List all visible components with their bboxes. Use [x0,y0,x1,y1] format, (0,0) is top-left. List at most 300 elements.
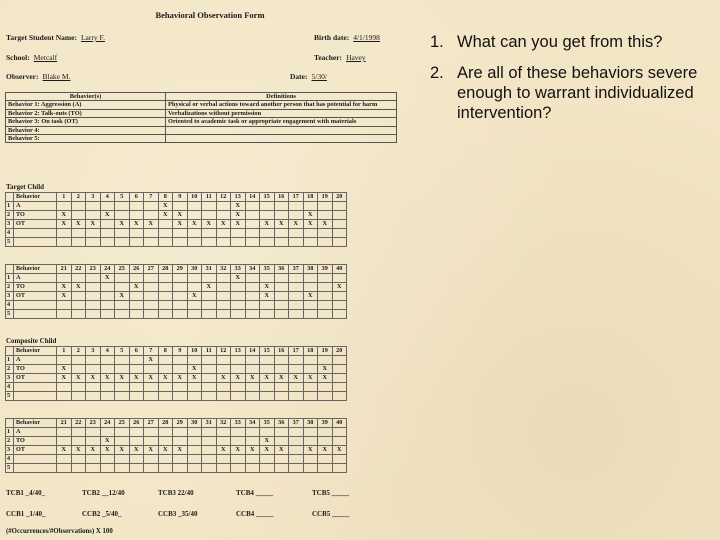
grid-cell [173,238,188,247]
grid-cell: X [173,374,188,383]
grid-cell [71,202,86,211]
grid-cell [274,310,289,319]
grid-cell [274,301,289,310]
grid-cell [231,428,246,437]
grid-interval-header: 28 [158,419,173,428]
grid-cell [245,455,260,464]
grid-row-number: 1 [6,356,14,365]
grid-cell: X [144,220,159,229]
grid-cell [318,383,333,392]
grid-cell [57,428,72,437]
grid-cell [289,301,304,310]
grid-cell [216,211,231,220]
grid-cell [158,292,173,301]
grid-cell [332,202,347,211]
grid-cell [318,437,333,446]
grid-cell [303,283,318,292]
grid-cell [245,202,260,211]
grid-cell: X [100,274,115,283]
grid-cell [245,428,260,437]
grid-cell [202,229,217,238]
grid-cell [144,464,159,473]
grid-interval-header: 14 [245,347,260,356]
grid-cell [129,365,144,374]
grid-cell [187,455,202,464]
grid-cell [274,464,289,473]
grid-cell [100,229,115,238]
grid-cell [71,238,86,247]
grid-cell [71,211,86,220]
grid-cell [57,455,72,464]
grid-cell: X [158,211,173,220]
grid-cell [129,356,144,365]
grid-cell [332,428,347,437]
grid-header-row [6,347,347,356]
grid-cell [216,356,231,365]
grid-row-code: OT [14,446,57,455]
grid-cell [115,301,130,310]
grid-cell [231,283,246,292]
grid-cell [71,455,86,464]
grid-row-number: 2 [6,437,14,446]
grid-row-code [14,310,57,319]
grid-interval-header: 26 [129,265,144,274]
grid-cell: X [144,356,159,365]
grid-row-number: 4 [6,383,14,392]
grid-cell [289,229,304,238]
grid-cell [187,437,202,446]
grid-cell [129,211,144,220]
grid-cell [129,455,144,464]
grid-cell [231,238,246,247]
grid-interval-header: 17 [289,193,304,202]
grid-header-row [6,265,347,274]
grid-cell [303,229,318,238]
grid-interval-header: 24 [100,265,115,274]
grid-cell: X [173,220,188,229]
grid-cell: X [260,374,275,383]
grid-interval-header: 20 [332,193,347,202]
grid-row-code [14,238,57,247]
grid-cell: X [115,446,130,455]
grid-cell [260,202,275,211]
grid-cell [100,365,115,374]
grid-cell: X [289,220,304,229]
grid-cell [86,202,101,211]
grid-interval-header: 32 [216,265,231,274]
grid-cell [202,238,217,247]
grid-cell [129,310,144,319]
grid-row [6,202,347,211]
grid-cell [332,374,347,383]
grid-cell: X [231,220,246,229]
grid-row-number: 4 [6,455,14,464]
grid-cell: X [245,374,260,383]
grid-cell [274,428,289,437]
grid-cell [86,464,101,473]
question-item [430,63,715,123]
target-child-grid-2 [5,264,347,319]
grid-row-code [14,301,57,310]
grid-cell [115,229,130,238]
grid-cell [86,283,101,292]
grid-cell [318,202,333,211]
grid-cell: X [260,437,275,446]
grid-row-number: 2 [6,365,14,374]
grid-cell [332,274,347,283]
grid-cell [303,310,318,319]
grid-cell [86,229,101,238]
observation-grid-table [5,418,347,473]
grid-cell [303,238,318,247]
question-text: Are all of these behaviors severe enough to warrant individualized intervention? [457,64,698,122]
grid-cell [187,310,202,319]
grid-cell [216,392,231,401]
grid-cell [303,455,318,464]
grid-cell [86,292,101,301]
grid-interval-header: 36 [274,265,289,274]
grid-row-number: 2 [6,211,14,220]
grid-interval-header: 38 [303,265,318,274]
grid-cell [231,383,246,392]
grid-cell [202,301,217,310]
grid-cell [144,428,159,437]
grid-cell [318,301,333,310]
grid-interval-header: 31 [202,419,217,428]
grid-cell: X [57,283,72,292]
grid-cell [216,437,231,446]
grid-cell [129,292,144,301]
grid-cell [100,392,115,401]
grid-cell [100,220,115,229]
grid-cell [216,238,231,247]
grid-cell [173,310,188,319]
grid-interval-header: 3 [86,193,101,202]
grid-cell [231,310,246,319]
grid-interval-header: 9 [173,193,188,202]
grid-cell [274,229,289,238]
grid-interval-header: 7 [144,193,159,202]
grid-cell [173,301,188,310]
grid-cell [71,356,86,365]
grid-row-code: TO [14,437,57,446]
grid-header-row [6,193,347,202]
grid-interval-header: 23 [86,419,101,428]
grid-row [6,283,347,292]
grid-cell: X [100,211,115,220]
grid-cell [231,437,246,446]
tally-ccb2: CCB2 _5/40_ [82,510,122,518]
grid-row-number: 2 [6,283,14,292]
form-title: Behavioral Observation Form [155,10,265,20]
grid-cell [274,365,289,374]
grid-behavior-header: Behavior [14,347,57,356]
grid-cell: X [274,220,289,229]
grid-row [6,301,347,310]
grid-cell [57,392,72,401]
grid-cell [260,274,275,283]
grid-cell [158,274,173,283]
grid-interval-header: 3 [86,347,101,356]
grid-cell: X [115,374,130,383]
grid-cell [202,464,217,473]
grid-cell: X [187,365,202,374]
grid-row [6,220,347,229]
grid-interval-header: 5 [115,347,130,356]
grid-interval-header: 10 [187,347,202,356]
question-item [430,32,715,52]
grid-interval-header: 31 [202,265,217,274]
behavior-definition: Verbalizations without permission [166,109,397,117]
grid-cell [86,274,101,283]
grid-cell [289,455,304,464]
grid-row-number: 4 [6,301,14,310]
grid-cell [332,392,347,401]
grid-cell: X [231,274,246,283]
grid-row-code: TO [14,283,57,292]
grid-behavior-header: Behavior [14,265,57,274]
grid-interval-header: 30 [187,419,202,428]
grid-cell [129,428,144,437]
grid-cell: X [202,220,217,229]
grid-cell: X [332,446,347,455]
grid-cell [289,446,304,455]
grid-cell [332,292,347,301]
grid-cell [115,437,130,446]
grid-cell [318,292,333,301]
grid-interval-header: 21 [57,265,72,274]
grid-cell [231,292,246,301]
grid-cell [245,310,260,319]
grid-cell [144,301,159,310]
grid-cell [158,220,173,229]
teacher-value: Havey [346,53,366,62]
grid-interval-header: 38 [303,419,318,428]
grid-cell [86,310,101,319]
grid-cell [332,464,347,473]
behavior-definition [166,126,397,134]
grid-cell: X [231,211,246,220]
behavior-label: Behavior 4: [6,126,166,134]
grid-cell [318,211,333,220]
date-field: Date: 5/30/ [290,72,327,81]
grid-cell: X [332,283,347,292]
grid-cell: X [303,292,318,301]
grid-cell [260,356,275,365]
grid-interval-header: 1 [57,347,72,356]
grid-cell [187,428,202,437]
grid-cell [289,202,304,211]
grid-cell [100,301,115,310]
grid-cell [260,365,275,374]
grid-row-number: 3 [6,374,14,383]
grid-cell [245,365,260,374]
grid-cell: X [57,374,72,383]
grid-interval-header: 11 [202,193,217,202]
grid-cell [303,392,318,401]
grid-cell [187,274,202,283]
grid-cell: X [144,374,159,383]
grid-interval-header: 29 [173,419,188,428]
grid-interval-header: 5 [115,193,130,202]
grid-interval-header: 28 [158,265,173,274]
grid-cell [216,365,231,374]
grid-cell [231,464,246,473]
grid-cell [187,301,202,310]
grid-cell [187,464,202,473]
grid-cell [173,365,188,374]
grid-cell [318,428,333,437]
behavior-row [6,126,397,134]
grid-cell [274,437,289,446]
grid-interval-header: 2 [71,347,86,356]
grid-cell [57,464,72,473]
grid-cell [245,238,260,247]
grid-interval-header: 34 [245,419,260,428]
grid-row [6,365,347,374]
birth-date-value: 4/1/1998 [353,33,380,42]
grid-interval-header: 40 [332,419,347,428]
grid-cell: X [187,220,202,229]
behavior-definition [166,135,397,143]
grid-row-code: OT [14,292,57,301]
grid-cell [202,356,217,365]
grid-cell [187,202,202,211]
grid-cell [332,383,347,392]
grid-interval-header: 6 [129,347,144,356]
grid-cell [274,238,289,247]
grid-cell [86,383,101,392]
grid-cell [86,301,101,310]
behavior-label: Behavior 3: On task (OT) [6,118,166,126]
grid-cell [245,392,260,401]
grid-cell [289,383,304,392]
grid-interval-header: 14 [245,193,260,202]
grid-cell [144,383,159,392]
behavior-row [6,109,397,117]
grid-cell [144,310,159,319]
grid-cell [100,292,115,301]
grid-cell: X [71,446,86,455]
grid-cell [144,292,159,301]
grid-row-number: 3 [6,220,14,229]
grid-cell [289,292,304,301]
formula-note: (#Occurrences/#Observations) X 100 [6,528,113,535]
grid-cell [216,455,231,464]
grid-cell [187,392,202,401]
grid-cell: X [57,365,72,374]
grid-cell [71,274,86,283]
grid-row [6,392,347,401]
grid-interval-header: 18 [303,193,318,202]
grid-cell [71,310,86,319]
grid-cell [57,238,72,247]
grid-row [6,464,347,473]
grid-cell: X [303,211,318,220]
grid-cell [318,464,333,473]
grid-cell [332,437,347,446]
grid-cell [129,301,144,310]
observation-grid-table [5,346,347,401]
behavior-row [6,101,397,109]
grid-cell [245,283,260,292]
grid-cell [245,437,260,446]
tally-tcb2: TCB2 __12/40 [82,489,125,497]
grid-cell [57,202,72,211]
grid-cell [57,437,72,446]
grid-corner-cell [6,347,14,356]
grid-row-number: 5 [6,310,14,319]
grid-cell: X [245,446,260,455]
grid-row-code: OT [14,374,57,383]
grid-cell [173,464,188,473]
grid-interval-header: 4 [100,193,115,202]
school-value: Metcalf [33,53,58,62]
grid-cell: X [187,374,202,383]
grid-row-number: 5 [6,392,14,401]
tally-tcb4: TCB4 _____ [236,489,274,497]
grid-cell: X [216,220,231,229]
grid-cell [216,310,231,319]
grid-row-number: 5 [6,464,14,473]
grid-cell: X [86,220,101,229]
grid-row [6,229,347,238]
tally-ccb4: CCB4 _____ [236,510,274,518]
grid-cell: X [216,374,231,383]
grid-cell [115,274,130,283]
composite-child-label: Composite Child [6,337,57,345]
grid-cell [274,392,289,401]
grid-row [6,238,347,247]
grid-interval-header: 8 [158,193,173,202]
grid-cell [202,455,217,464]
grid-cell: X [57,446,72,455]
grid-cell [158,229,173,238]
grid-row-code: A [14,202,57,211]
grid-cell [260,238,275,247]
grid-interval-header: 17 [289,347,304,356]
grid-cell: X [71,283,86,292]
grid-cell [274,356,289,365]
grid-cell [187,238,202,247]
grid-cell [57,274,72,283]
grid-cell [144,455,159,464]
grid-cell: X [129,446,144,455]
grid-cell [303,356,318,365]
grid-cell: X [129,283,144,292]
grid-cell [260,392,275,401]
grid-cell [71,365,86,374]
grid-cell [129,202,144,211]
grid-interval-header: 23 [86,265,101,274]
grid-cell [202,374,217,383]
grid-cell [115,428,130,437]
grid-cell: X [115,292,130,301]
target-student-value: Larry F. [80,33,105,42]
grid-interval-header: 37 [289,265,304,274]
grid-cell: X [100,437,115,446]
grid-interval-header: 19 [318,193,333,202]
grid-cell [216,283,231,292]
grid-cell [158,283,173,292]
grid-cell: X [231,374,246,383]
grid-row-code [14,383,57,392]
composite-child-grid-2 [5,418,347,473]
grid-row [6,211,347,220]
grid-row-number: 4 [6,229,14,238]
grid-cell [202,202,217,211]
grid-cell [144,229,159,238]
